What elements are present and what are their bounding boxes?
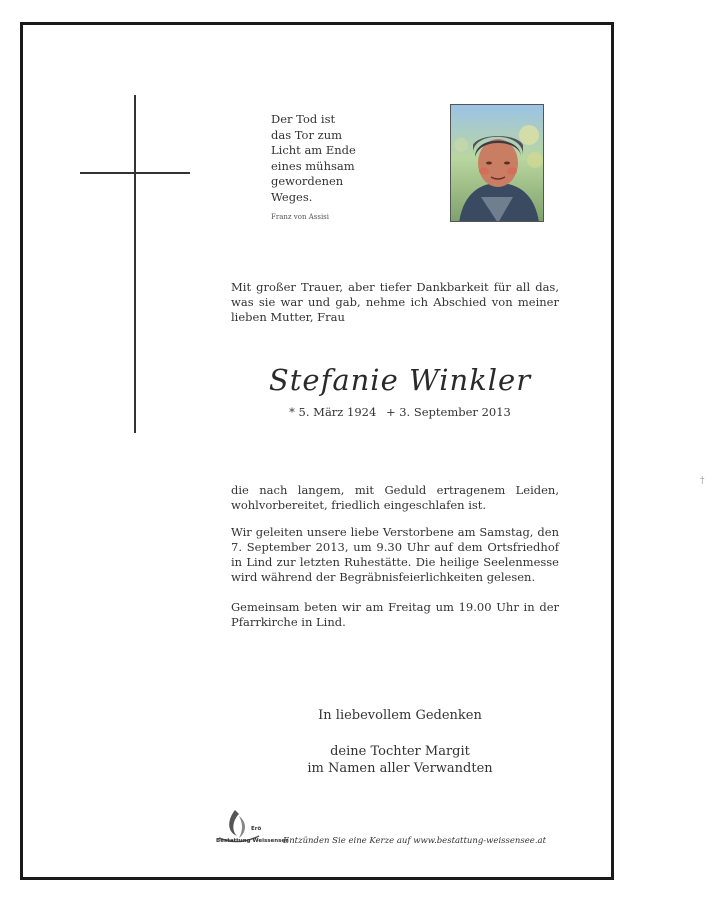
- portrait-photo: [450, 104, 544, 222]
- cross-icon-vertical: [134, 95, 136, 433]
- quote-line: gewordenen: [271, 174, 344, 188]
- quote-line: das Tor zum: [271, 127, 342, 142]
- birth-date: * 5. März 1924: [289, 405, 377, 419]
- quote-line: Der Tod ist: [271, 112, 336, 126]
- intro-text: Mit großer Trauer, aber tiefer Dankbarkeit für all das, was sie war und gab, nehme ich Abschied von meiner lieben Mutter, Frau: [231, 280, 559, 324]
- quote-author: Franz von Assisi: [271, 213, 330, 221]
- deceased-name: Stefanie Winkler: [268, 363, 532, 397]
- death-date: + 3. September 2013: [385, 405, 511, 419]
- cross-icon-horizontal: [80, 172, 190, 174]
- signature-line: im Namen aller Verwandten: [307, 761, 493, 776]
- logo-text-small: Erö: [251, 826, 262, 832]
- quote-line: Weges.: [271, 189, 313, 204]
- quote: [271, 112, 421, 205]
- life-dates: [230, 405, 570, 419]
- closing-signature: [230, 743, 570, 777]
- signature-line: deine Tochter Margit: [330, 744, 470, 759]
- logo-text: Bestattung Weissensee: [216, 838, 289, 844]
- quote-line: Licht am Ende: [271, 143, 356, 157]
- paragraph-prayer: Gemeinsam beten wir am Freitag um 19.00 Uhr in der Pfarrkirche in Lind.: [231, 600, 559, 629]
- candle-website-link[interactable]: Entzünden Sie eine Kerze auf www.bestattung-weissensee.at: [283, 836, 547, 846]
- quote-line: eines mühsam: [271, 158, 355, 173]
- small-cross-icon: †: [700, 476, 705, 486]
- paragraph-passing: die nach langem, mit Geduld ertragenem Leiden, wohlvorbereitet, friedlich eingeschlafen ist.: [231, 483, 559, 512]
- closing-remembrance: In liebevollem Gedenken: [318, 708, 482, 723]
- paragraph-funeral: Wir geleiten unsere liebe Verstorbene am Samstag, den 7. September 2013, um 9.30 Uhr auf dem Ortsfriedhof in Lind zur letzten Ruhestätte. Die heilige Seelenmesse wird während der Begräbnisfeierlichkeiten gelesen.: [231, 525, 559, 584]
